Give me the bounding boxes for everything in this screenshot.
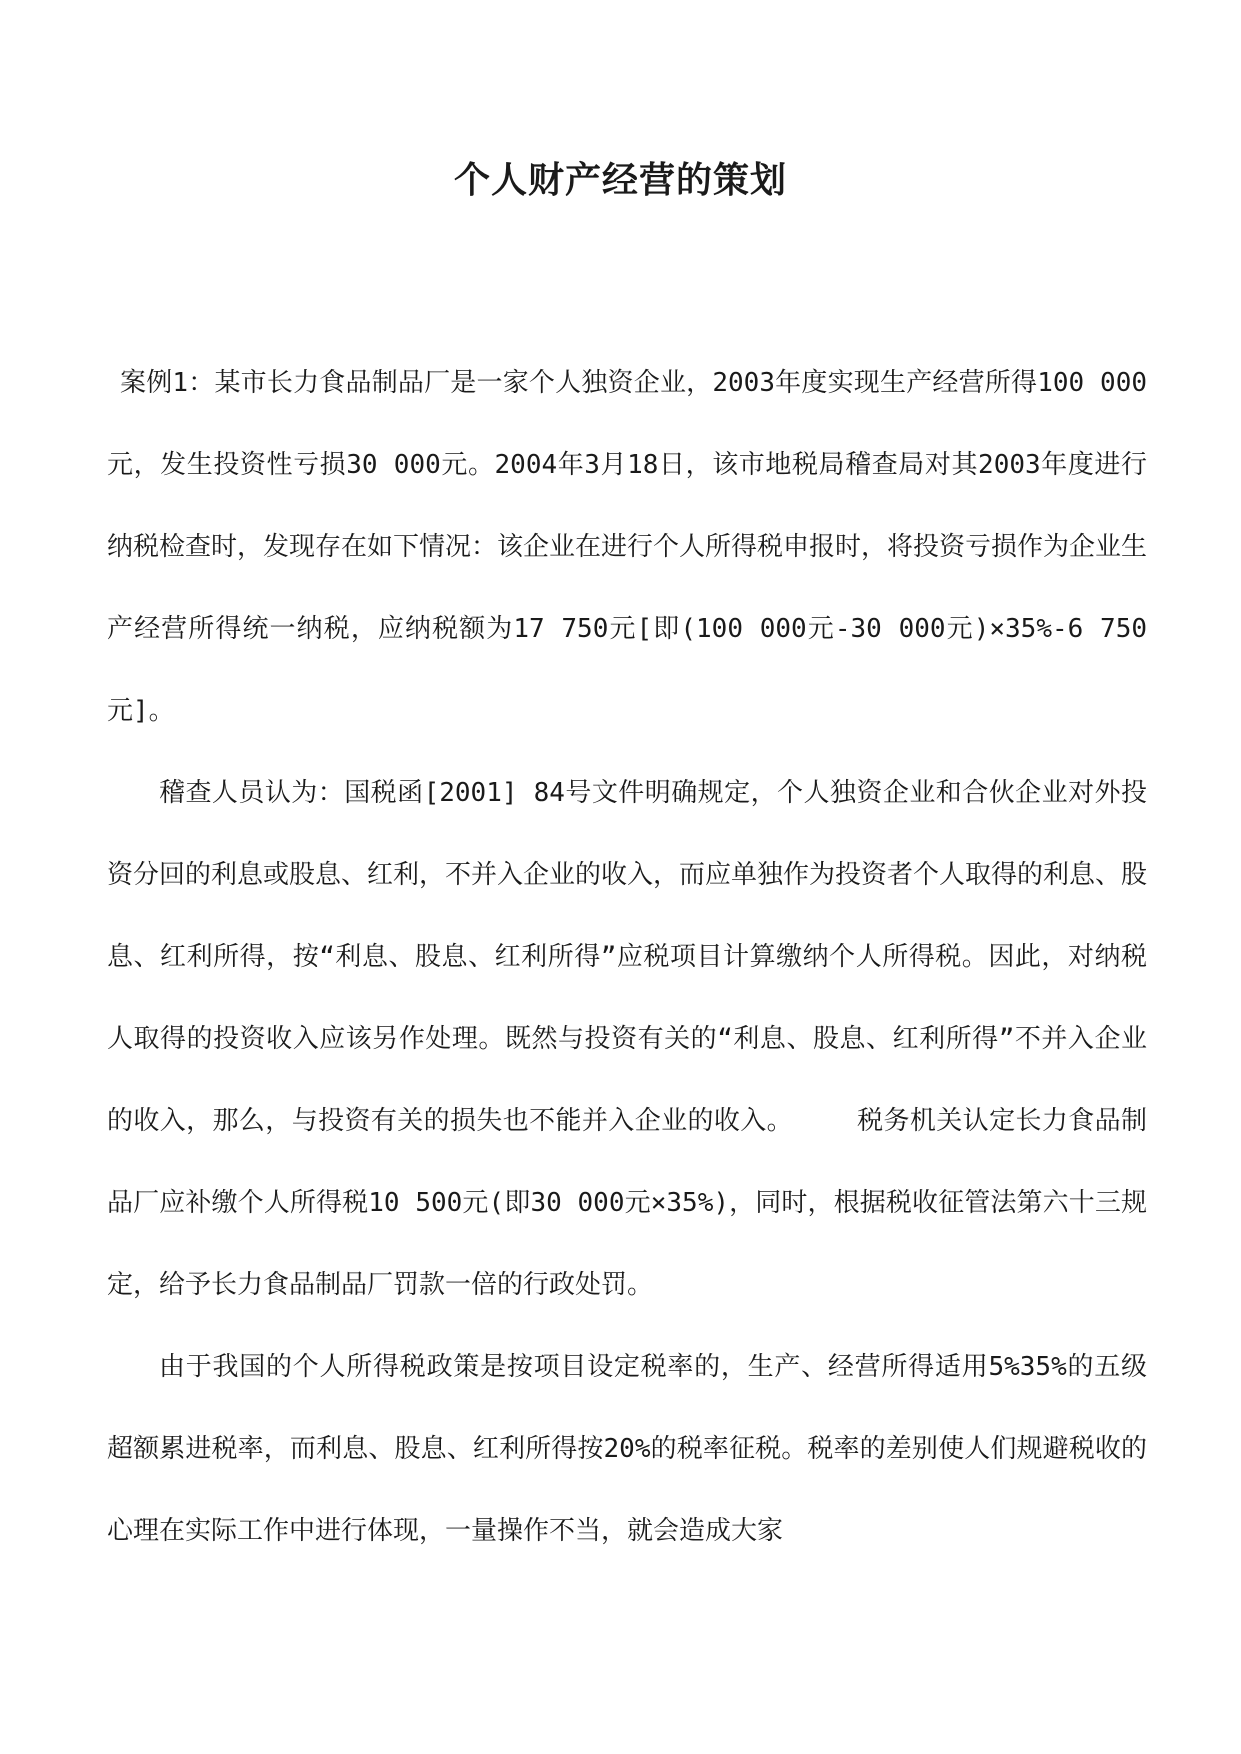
paragraph-tax-rate-analysis: 由于我国的个人所得税政策是按项目设定税率的，生产、经营所得适用5%35%的五级超额累进税率，而利息、股息、红利所得按20%的税率征税。税率的差别使人们规避税收的心理在实际工作中进行体现，一量操作不当，就会造成大家 <box>107 1352 1147 1546</box>
document-body <box>107 342 1147 1572</box>
paragraph-inspector-opinion: 稽查人员认为：国税函[2001] 84号文件明确规定，个人独资企业和合伙企业对外投资分回的利息或股息、红利，不并入企业的收入，而应单独作为投资者个人取得的利息、股息、红利所得，按“利息、股息、红利所得”应税项目计算缴纳个人所得税。因此，对纳税人取得的投资收入应该另作处理。既然与投资有关的“利息、股息、红利所得”不并入企业的收入，那么，与投资有关的损失也不能并入企业的收入。 税务机关认定长力食品制品厂应补缴个人所得税10 500元(即30 000元×35%)，同时，根据税收征管法第六十三规定，给予长力食品制品厂罚款一倍的行政处罚。 <box>107 778 1148 1300</box>
document-title: 个人财产经营的策划 <box>453 160 787 201</box>
paragraph-case-1: 案例1：某市长力食品制品厂是一家个人独资企业，2003年度实现生产经营所得100 000元，发生投资性亏损30 000元。2004年3月18日，该市地税局稽查局对其2003年度进行纳税检查时，发现存在如下情况：该企业在进行个人所得税申报时，将投资亏损作为企业生产经营所得统一纳税，应纳税额为17 750元[即(100 000元-30 000元)×35%-6 750元]。 <box>107 368 1148 726</box>
